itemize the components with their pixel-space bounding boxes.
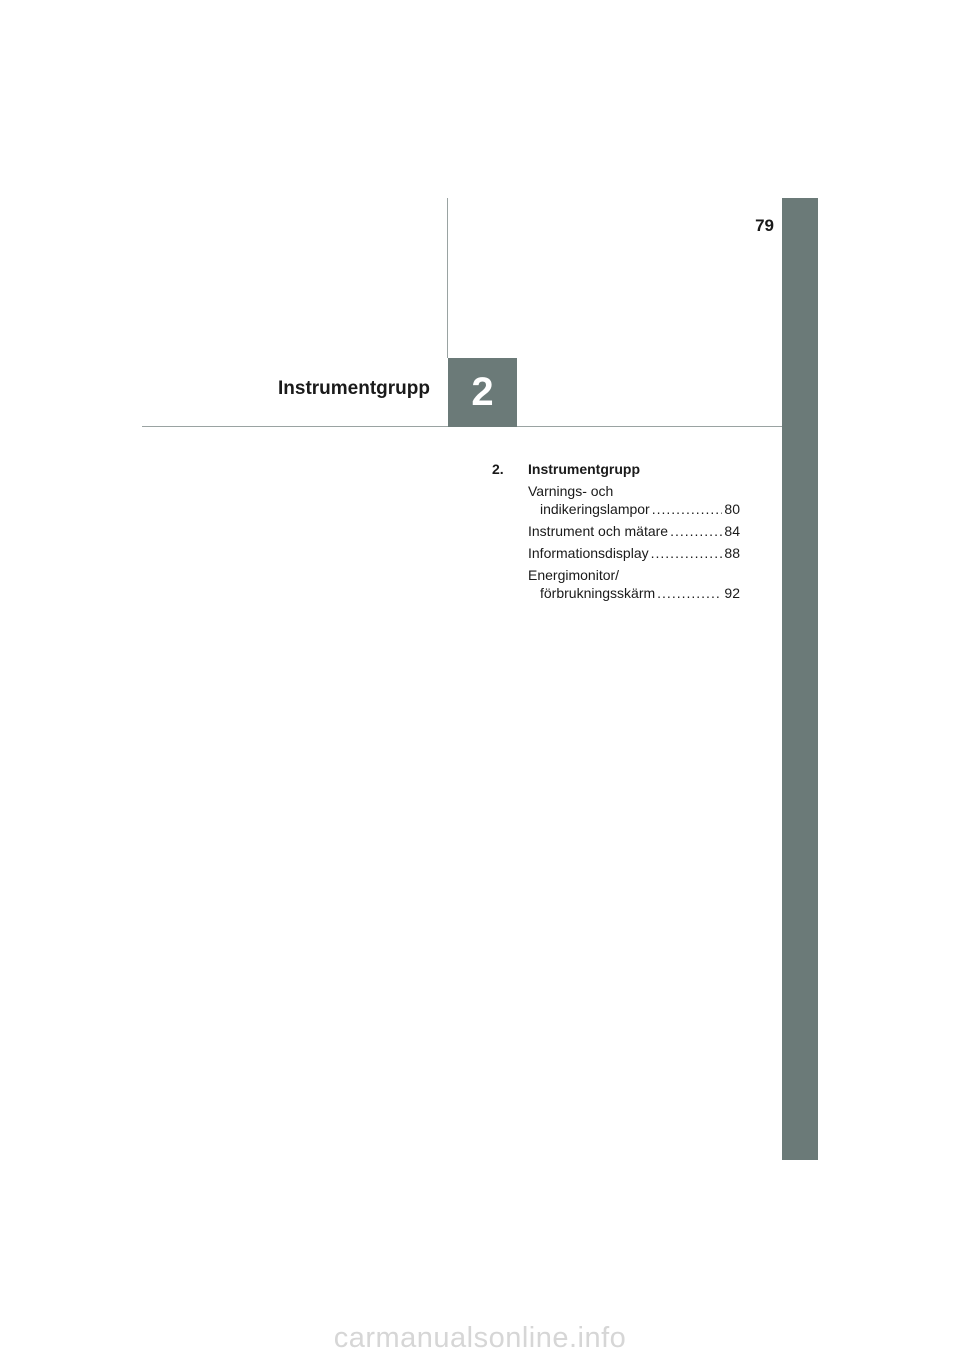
toc-entry-title: Instrument och mätare [528, 523, 669, 539]
toc-entry-page: 88 [724, 545, 740, 561]
toc-entry-energy-monitor[interactable] [528, 566, 740, 602]
toc-leader-dots [652, 500, 723, 518]
toc-entry-title-cont: indikeringslampor [540, 501, 650, 517]
chapter-number-box [448, 358, 517, 427]
toc-entry-warning-lights[interactable] [528, 482, 740, 518]
toc-leader-dots [651, 544, 723, 562]
chapter-title: Instrumentgrupp [278, 378, 430, 399]
toc-entry-line [528, 522, 740, 540]
toc-entry-title: Varnings- och [528, 483, 614, 499]
watermark: carmanualsonline.info [333, 1322, 627, 1354]
table-of-contents [492, 460, 740, 606]
toc-leader-dots [670, 522, 722, 540]
toc-entry-title: Energimonitor/ [528, 567, 620, 583]
toc-entry-gauges-meters[interactable] [528, 522, 740, 540]
toc-entry-line [528, 544, 740, 562]
toc-entry-line [528, 500, 740, 518]
toc-heading-number: 2. [492, 461, 504, 477]
toc-entry-information-display[interactable] [528, 544, 740, 562]
page-number: 79 [755, 216, 774, 235]
toc-entry-title-cont: förbrukningsskärm [540, 585, 656, 601]
toc-entry-line [528, 584, 740, 602]
vertical-divider [447, 198, 448, 358]
toc-heading[interactable] [492, 460, 740, 478]
toc-entry-page: 80 [724, 501, 740, 517]
toc-entry-line [528, 566, 740, 584]
toc-entry-title: Informationsdisplay [528, 545, 649, 561]
chapter-number: 2 [471, 370, 494, 414]
toc-entry-page: 84 [724, 523, 740, 539]
toc-leader-dots [657, 584, 722, 602]
toc-entry-line [528, 482, 740, 500]
chapter-side-tab [782, 198, 818, 1160]
toc-entry-list [492, 482, 740, 602]
toc-entry-page: 92 [724, 585, 740, 601]
toc-heading-title: Instrumentgrupp [528, 461, 640, 477]
